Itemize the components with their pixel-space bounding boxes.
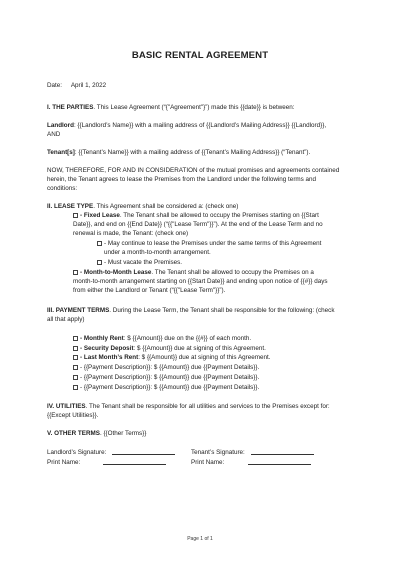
lease-type-heading: II. LEASE TYPE: [47, 203, 94, 210]
mtm-lease-line-2: month-to-month arrangement starting on {{Start Date}} and ending upon notice of {{#}} days: [73, 278, 328, 285]
security-deposit-checkbox[interactable]: [73, 346, 78, 351]
date-value: April 1, 2022: [70, 82, 107, 89]
parties-text: . This Lease Agreement (“{"Agreement"}”) made this {{date}} is between:: [93, 104, 295, 111]
continue-lease-option: [97, 240, 363, 248]
utilities-line-2: {{Except Utilities}}.: [47, 412, 99, 419]
last-month-rent-text: : $ {{Amount}} due at signing of this Agreement.: [138, 354, 271, 361]
consideration-line-1: NOW, THEREFORE, FOR AND IN CONSIDERATION of the mutual promises and agreements contained: [47, 167, 340, 174]
utilities-heading: IV. UTILITIES: [47, 403, 86, 410]
mtm-lease-option: [73, 269, 363, 277]
print-name-row: [47, 458, 362, 467]
utilities-section: [47, 403, 362, 411]
monthly-rent-checkbox[interactable]: [73, 336, 78, 341]
security-deposit-label: - Security Deposit: [80, 345, 134, 352]
last-month-rent-label: - Last Month’s Rent: [80, 354, 139, 361]
tenant-line: [47, 149, 362, 157]
continue-lease-line-2: under a month-to-month arrangement.: [104, 249, 211, 256]
landlord-print-name-line[interactable]: [103, 458, 166, 465]
mtm-lease-text: . The Tenant shall be allowed to occupy the Premises on a: [151, 269, 314, 276]
payment-other-checkbox-3[interactable]: [73, 385, 78, 390]
payment-section: [47, 307, 362, 315]
lease-type-section: [47, 203, 362, 211]
landlord-label: Landlord: [47, 122, 74, 129]
tenant-label: Tenant[s]: [47, 149, 75, 156]
continue-lease-checkbox[interactable]: [97, 241, 102, 246]
fixed-lease-line-2: Date}}, and end on {{End Date}} (“{{"Lease Term"}}”). At the end of the Lease Term and no: [73, 221, 323, 228]
security-deposit-option: [73, 345, 363, 353]
payment-other-text-1: - {{Payment Description}}: $ {{Amount}} due {{Payment Details}}.: [80, 364, 260, 371]
payment-intro-line-2: all that apply): [47, 316, 85, 323]
vacate-checkbox[interactable]: [97, 260, 102, 265]
mtm-lease-line-3: from either the Landlord or Tenant (“{{"Lease Term"}}”).: [73, 287, 226, 294]
monthly-rent-option: [73, 335, 363, 343]
fixed-lease-option: [73, 212, 363, 220]
page-footer: Page 1 of 1: [187, 536, 213, 542]
tenant-print-name-label: Print Name:: [191, 459, 225, 466]
vacate-text: - Must vacate the Premises.: [104, 259, 183, 266]
payment-intro: . During the Lease Term, the Tenant shall be responsible for the following: (check: [109, 307, 335, 314]
security-deposit-text: : $ {{Amount}} due at signing of this Agreement.: [133, 345, 266, 352]
tenant-signature-group: [191, 448, 314, 457]
fixed-lease-line-3: renewal is made, the Tenant: (check one): [73, 230, 189, 237]
document-title: BASIC RENTAL AGREEMENT: [131, 50, 269, 61]
fixed-lease-text: . The Tenant shall be allowed to occupy the Premises starting on {{Start: [119, 212, 319, 219]
fixed-lease-checkbox[interactable]: [73, 213, 78, 218]
payment-other-option-3: [73, 384, 363, 392]
payment-other-checkbox-1[interactable]: [73, 365, 78, 370]
tenant-print-name-group: [191, 458, 311, 467]
tenant-signature-label: Tenant’s Signature:: [191, 449, 245, 456]
utilities-text: . The Tenant shall be responsible for all utilities and services to the Premises except for:: [85, 403, 330, 410]
last-month-rent-option: [73, 354, 363, 362]
last-month-rent-checkbox[interactable]: [73, 355, 78, 360]
fixed-lease-label: - Fixed Lease: [80, 212, 120, 219]
parties-heading: I. THE PARTIES: [47, 104, 94, 111]
payment-heading: III. PAYMENT TERMS: [47, 307, 110, 314]
continue-lease-text: - May continue to lease the Premises under the same terms of this Agreement: [104, 240, 322, 247]
lease-type-intro: . This Agreement shall be considered a: (check one): [93, 203, 239, 210]
other-terms-section: [47, 430, 362, 438]
payment-other-option-2: [73, 374, 363, 382]
other-terms-heading: V. OTHER TERMS: [47, 430, 100, 437]
date-line: [47, 82, 362, 90]
tenant-print-name-line[interactable]: [248, 458, 311, 465]
consideration-line-3: conditions:: [47, 185, 78, 192]
payment-other-text-3: - {{Payment Description}}: $ {{Amount}} due {{Payment Details}}.: [80, 384, 260, 391]
mtm-lease-label: - Month-to-Month Lease: [80, 269, 152, 276]
signature-row: [47, 448, 362, 457]
landlord-signature-label: Landlord’s Signature:: [47, 449, 107, 456]
landlord-and: AND: [47, 131, 61, 138]
tenant-text: : {{Tenant’s Name}} with a mailing address of {{Tenant’s Mailing Address}} (“Tenant”).: [74, 149, 311, 156]
tenant-signature-line[interactable]: [251, 448, 314, 455]
vacate-option: [97, 259, 363, 267]
payment-other-option-1: [73, 364, 363, 372]
other-terms-text: . {{Other Terms}}: [99, 430, 147, 437]
monthly-rent-label: - Monthly Rent: [80, 335, 124, 342]
payment-other-checkbox-2[interactable]: [73, 375, 78, 380]
mtm-lease-checkbox[interactable]: [73, 270, 78, 275]
landlord-text: : {{Landlord’s Name}} with a mailing address of {{Landlord’s Mailing Address}} {{Landlord}},: [73, 122, 327, 129]
payment-other-text-2: - {{Payment Description}}: $ {{Amount}} due {{Payment Details}}.: [80, 374, 260, 381]
landlord-signature-line[interactable]: [112, 448, 175, 455]
landlord-line: [47, 122, 362, 130]
parties-section: [47, 104, 362, 112]
date-label: Date:: [47, 82, 63, 89]
consideration-line-2: herein, the Tenant agrees to lease the Premises from the Landlord under the following terms and: [47, 176, 317, 183]
landlord-print-name-label: Print Name:: [47, 459, 81, 466]
monthly-rent-text: : $ {{Amount}} due on the {{#}} of each month.: [123, 335, 252, 342]
